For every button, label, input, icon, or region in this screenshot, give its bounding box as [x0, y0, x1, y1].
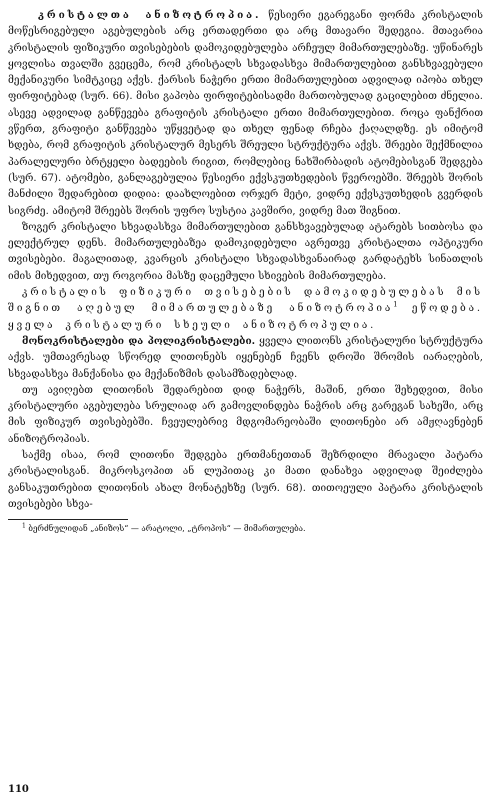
paragraph-mono-poly — [8, 334, 483, 383]
definition-text-end: ეწოდება. ყველა კრისტალური სხეული ანიზოტროპულია. — [8, 303, 483, 331]
footnote-mark: 1 — [22, 522, 26, 530]
paragraph-text: ზოგერ კრისტალი სხვადასხვა მიმართულებით განსხვავებულად ატარებს სითბოსა და ელექტრულ დენს. მიმართულებაზეა დამოკიდებული აგრეთვე კრისტალთა ოპტიკური თვისებები. მაგალითად, კვარცის კრისტალი სხვადასხვანაირად გარდატეხს სინათლის იმის მიხედვით, თუ როგორია მასზე დაცემული სხივების მიმართულება. — [8, 221, 483, 282]
section-heading-anisotropy: კრისტალთა ანიზოტროპია. — [38, 10, 262, 21]
paragraph-small-crystals — [8, 448, 483, 513]
footnote — [8, 523, 483, 535]
paragraph-definition — [8, 285, 483, 334]
footnote-divider — [8, 519, 128, 520]
footnote-text: ბერძნულიდან „ანიზოს“ — არატოლი, „ტროპოს“ — მიმართულება. — [25, 524, 306, 534]
paragraph-text: წესიერი ეგარეგანი ფორმა კრისტალის მოწესრიგებული აგებულების არც ერთადერთი და არც მთავარი შედეგია. მთავარია კრისტალის ფიზიკური თვისებების დამოკიდებულება არჩეულ მიმართულებაზე. უწინარეს ყოვლისა თვალში გვეცემა, რომ კრისტალს სხვადასხვა მიმართულებით განსხვავებული მექანიკური სიმტკიცე აქვს. ქარსის ნაჭერი ერთი მიმართულებით ადვილად იპობა თხელ ფირფიტებად (სურ. 66). მისი გაპობა ფირფიტებისადმი მართობულად გაცილებით ძნელია. ასევე ადვილად განწევება გრაფიტის კრისტალი ერთი მიმართულებით. როცა ფანქრით ვწერთ, გრაფიტი განწევება უწყვეტად და თხელ ფენად რჩება ქაღალდზე. ეს იმიტომ ხდება, რომ გრაფიტის კრისტალურ მესერს შრეული სტრუქტურა აქვს. შრეები შექმნილია პარალელური ბრტყელი ბადეების რიგით, რომლებიც ნახშირბადის ატომებისგან შედგება (სურ. 67). ატომები, განლაგებულია წესიერი ექვსკუთხედების წვეროებში. შრეებს შორის მანძილი შედარებით დიდია: დაახლოებით ორჯერ მეტი, ვიდრე ექვსკუთხედის გვერდის სიგრძე. ამიტომ შრეებს შორის უფრო სუსტია კავშირი, ვიდრე მათ შიგნით. — [8, 10, 483, 217]
paragraph-text: საქმე ისაა, რომ ლითონი შედგება ერთმანეთთან შეზრდილი მრავალი პატარა კრისტალისგან. მიკროსკოპით ან ლუპითაც კი მათი დანახვა ადვილად შეიძლება განსაკუთრებით ლითონის ახალ მონატეხზე (სურ. 68). თითოეული პატარა კრისტალის თვისებები სხვა- — [8, 450, 483, 510]
paragraph-conductivity — [8, 220, 483, 285]
footnote-reference: 1 — [393, 301, 398, 310]
book-page — [8, 8, 483, 794]
page-number: 110 — [8, 784, 29, 795]
definition-text: კრისტალის ფიზიკური თვისებების დამოკიდებულებას მის შიგნით აღებულ მიმართულებაზე ანიზოტროპია — [8, 287, 483, 315]
paragraph-anisotropy — [8, 8, 483, 220]
paragraph-text: თუ ავიღებთ ლითონის შედარებით დიდ ნაჭერს, მაშინ, ერთი შეხედვით, მისი კრისტალური აგებულება სრულიად არ გამოვლინდება ნაჭრის არც გარეგან სახეში, არც მის ფიზიკურ თვისებებში. ჩვეულებრივ მდგომარეობაში ლითონები არ ამჟღავნებენ ანიზოტროპიას. — [8, 384, 483, 445]
section-heading-crystals: მონოკრისტალები და პოლიკრისტალები. — [22, 335, 256, 347]
paragraph-metal-piece — [8, 383, 483, 448]
paragraph-text: ყველა ლითონს კრისტალური სტრუქტურა აქვს. უმთავრესად სწორედ ლითონებს იყენებენ ჩვენს დროში შრომის იარაღების, სხვადასხვა მანქანისა და მექანიზმის დასამზადებლად. — [8, 335, 483, 380]
